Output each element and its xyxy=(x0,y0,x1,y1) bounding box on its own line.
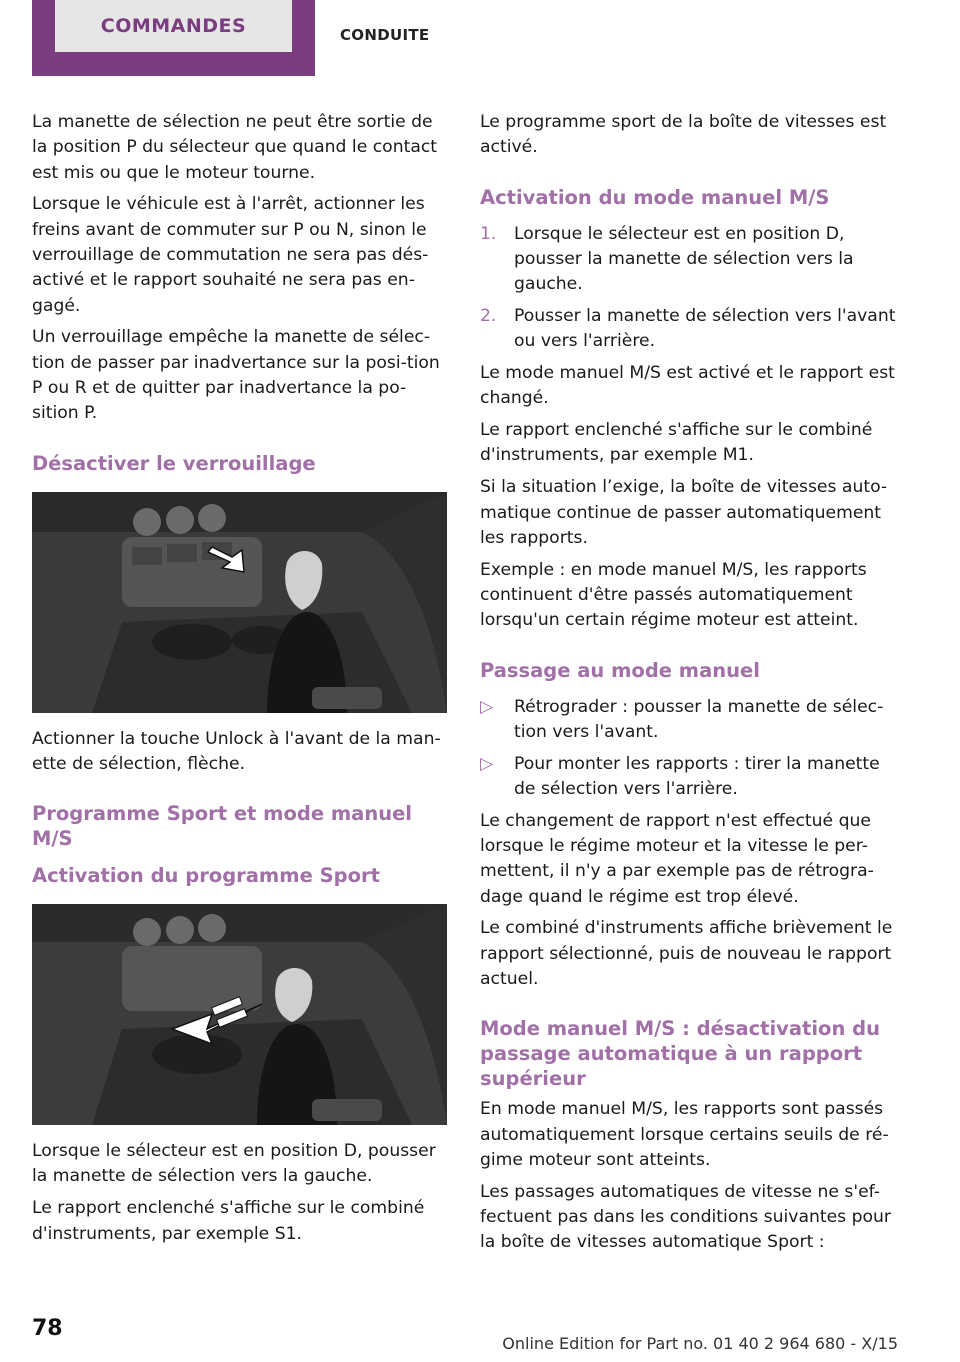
bullet-list xyxy=(480,695,898,803)
list-item xyxy=(480,222,898,298)
paragraph: Le rapport enclenché s'affiche sur le combiné d'instruments, par exemple M1. xyxy=(480,420,873,466)
bullet-text: Rétrograder : pousser la manette de sélec-tion vers l'avant. xyxy=(514,696,884,742)
paragraph: En mode manuel M/S, les rapports sont passés automatiquement lorsque certains seuils de ré-gime moteur sont atteints. xyxy=(480,1099,889,1170)
section-heading: Activation du mode manuel M/S xyxy=(480,185,830,209)
paragraph: Le rapport enclenché s'affiche sur le combiné d'instruments, par exemple S1. xyxy=(32,1198,425,1244)
tab-conduite: CONDUITE xyxy=(340,26,430,44)
section-heading: Mode manuel M/S : désactivation du passage automatique à un rapport supérieur xyxy=(480,1017,880,1091)
gear-selector-unlock-photo xyxy=(32,492,447,713)
section-heading: Passage au mode manuel xyxy=(480,658,760,682)
paragraph: Les passages automatiques de vitesse ne s'ef-fectuent pas dans les conditions suivantes pour la boîte de vitesses automatique Sport : xyxy=(480,1181,891,1253)
edition-footer: Online Edition for Part no. 01 40 2 964 680 - X/15 xyxy=(502,1334,898,1353)
step-number: 2. xyxy=(480,305,497,326)
list-item xyxy=(480,752,898,803)
tab-commandes xyxy=(32,0,315,76)
right-column xyxy=(480,110,898,1262)
paragraph: Lorsque le véhicule est à l'arrêt, actionner les freins avant de commuter sur P ou N, sinon le verrouillage de commutation ne sera pas dés-activé et le rapport souhaité ne sera pas en-gagé. xyxy=(32,194,429,316)
gear-selector-sport-photo xyxy=(32,904,447,1125)
page-header xyxy=(0,0,960,78)
numbered-steps xyxy=(480,222,898,355)
paragraph: Si la situation l’exige, la boîte de vitesses auto-matique continue de passer automatiquement les rapports. xyxy=(480,477,888,548)
paragraph: Un verrouillage empêche la manette de sélec-tion de passer par inadvertance sur la posi-tion P ou R et de quitter par inadvertance la po-sition P. xyxy=(32,327,440,424)
step-text: Lorsque le sélecteur est en position D, pousser la manette de sélection vers la gauche. xyxy=(514,223,854,295)
paragraph: Le changement de rapport n'est effectué que lorsque le régime moteur et la vitesse le per-mettent, il n'y a par exemple pas de rétrogra-dage quand le régime est trop élevé. xyxy=(480,810,874,907)
paragraph: La manette de sélection ne peut être sortie de la position P du sélecteur que quand le contact est mis ou que le moteur tourne. xyxy=(32,112,438,183)
step-number: 1. xyxy=(480,223,497,244)
list-item xyxy=(480,695,898,746)
paragraph: Le combiné d'instruments affiche brièvement le rapport sélectionné, puis de nouveau le rapport actuel. xyxy=(480,918,893,990)
paragraph: Lorsque le sélecteur est en position D, pousser la manette de sélection vers la gauche. xyxy=(32,1141,436,1187)
triangle-bullet-icon: ▷ xyxy=(480,753,494,774)
triangle-bullet-icon: ▷ xyxy=(480,696,494,717)
paragraph: Exemple : en mode manuel M/S, les rapports continuent d'être passés automatiquement lorsqu'un certain régime moteur est atteint. xyxy=(480,559,867,631)
bullet-text: Pour monter les rapports : tirer la manette de sélection vers l'arrière. xyxy=(514,753,880,799)
step-text: Pousser la manette de sélection vers l'avant ou vers l'arrière. xyxy=(514,305,896,352)
left-column xyxy=(32,110,446,1253)
paragraph: Le programme sport de la boîte de vitesses est activé. xyxy=(480,112,887,158)
section-heading: Désactiver le verrouillage xyxy=(32,451,316,475)
subsection-heading: Activation du programme Sport xyxy=(32,864,380,888)
paragraph: Le mode manuel M/S est activé et le rapport est changé. xyxy=(480,363,895,409)
section-heading: Programme Sport et mode manuel M/S xyxy=(32,802,412,851)
gear-selector-unlock-illustration xyxy=(32,492,447,713)
page-number: 78 xyxy=(32,1316,63,1341)
photo-caption: Actionner la touche Unlock à l'avant de la man-ette de sélection, flèche. xyxy=(32,728,441,774)
tab-commandes-label: COMMANDES xyxy=(55,0,292,52)
gear-selector-sport-illustration xyxy=(32,904,447,1125)
list-item xyxy=(480,304,898,355)
